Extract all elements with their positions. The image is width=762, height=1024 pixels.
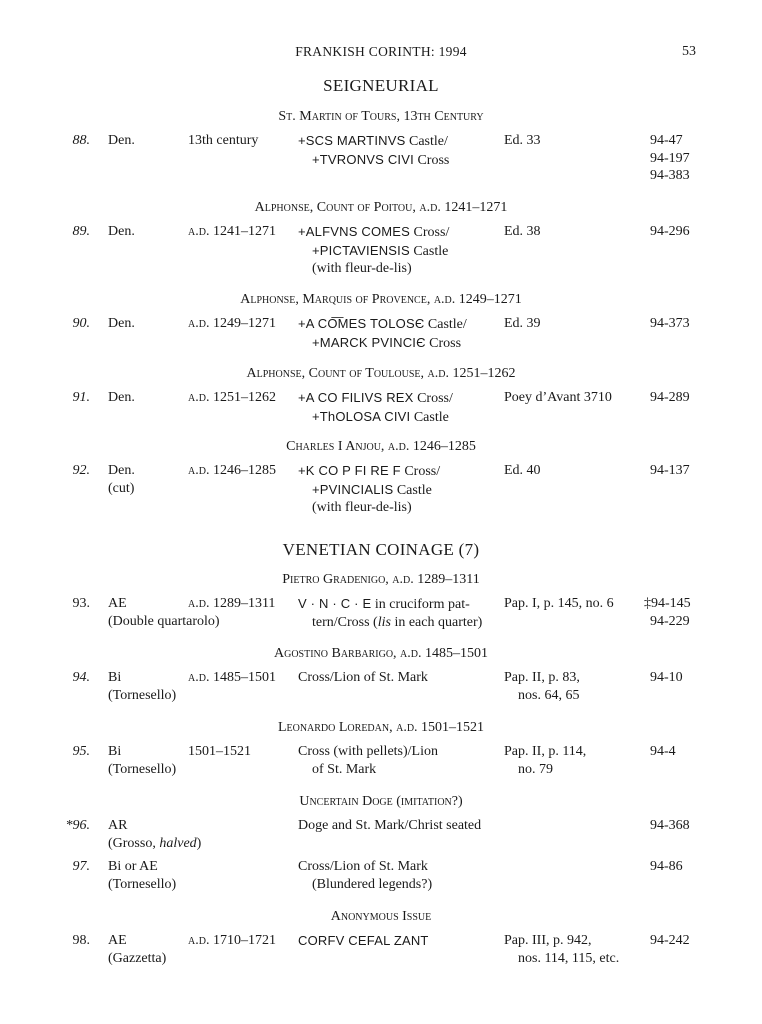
description: Cross/Lion of St. Mark (Blundered legends?) — [298, 859, 433, 892]
description: +K CO P FI RE F Cross/ +PVINCIALIS Castle (with fleur-de-lis) — [298, 463, 441, 515]
description: +ALFVNS COMES Cross/ +PICTAVIENSIS Castle (with fleur-de-lis) — [298, 224, 450, 276]
reference: Pap. II, p. 83, nos. 64, 65 — [504, 670, 580, 703]
entry-number: 94. — [72, 670, 90, 685]
reference: Poey d’Avant 3710 — [504, 390, 612, 405]
reference: Pap. II, p. 114, no. 79 — [504, 744, 587, 777]
subheading-alphonse-toulouse: Alphonse, Count of Toulouse, a.d. 1251–1262 — [246, 366, 516, 381]
entry-number: 97. — [72, 859, 90, 874]
denomination: Den. (cut) — [108, 463, 135, 496]
subheading-st-martin: St. Martin of Tours, 13th Century — [278, 109, 484, 124]
inventory-numbers: 94-373 — [650, 316, 690, 331]
date: a.d. 1251–1262 — [188, 390, 276, 405]
inventory-numbers: 94-137 — [650, 463, 690, 478]
subheading-leonardo: Leonardo Loredan, a.d. 1501–1521 — [277, 720, 485, 735]
inventory-numbers: 94-242 — [650, 933, 690, 948]
subheading-alphonse-poitou: Alphonse, Count of Poitou, a.d. 1241–1271 — [254, 200, 508, 215]
date: 1501–1521 — [188, 744, 251, 759]
subheading-pietro: Pietro Gradenigo, a.d. 1289–1311 — [282, 572, 480, 587]
entry-number: 90. — [72, 316, 90, 331]
inventory-numbers: 94-296 — [650, 224, 690, 239]
inventory-numbers: ‡94-145 94-229 — [644, 596, 691, 629]
entry-number: 88. — [72, 133, 90, 148]
date: a.d. 1289–1311 — [188, 596, 276, 611]
description: +SCS MARTINVS Castle/ +TVRONVS CIVI Cross — [298, 133, 450, 168]
description: +A CO͞MES TOLOSЄ Castle/ +MARCK PVINCIЄ Cross — [298, 316, 467, 351]
denomination: Bi (Tornesello) — [108, 670, 177, 703]
subheading-agostino: Agostino Barbarigo, a.d. 1485–1501 — [273, 646, 488, 661]
date: a.d. 1246–1285 — [188, 463, 276, 478]
date: a.d. 1485–1501 — [188, 670, 276, 685]
description: V · N · C · E in cruciform pat- tern/Cross (lis in each quarter) — [298, 596, 483, 630]
entry-number: 89. — [72, 224, 90, 239]
entry-number: 98. — [72, 933, 90, 948]
section-title-seigneurial: SEIGNEURIAL — [323, 76, 439, 95]
subheading-anonymous-issue: Anonymous Issue — [330, 909, 432, 924]
date: a.d. 1710–1721 — [188, 933, 276, 948]
denomination: AE (Double quartarolo) — [108, 596, 220, 629]
denomination: Den. — [108, 316, 135, 331]
subheading-charles-anjou: Charles I Anjou, a.d. 1246–1285 — [286, 439, 476, 454]
date: 13th century — [188, 133, 259, 148]
subheading-uncertain-doge: Uncertain Doge (imitation?) — [299, 794, 463, 809]
section-title-venetian: VENETIAN COINAGE (7) — [282, 540, 480, 559]
description: +A CO FILIVS REX Cross/ +ThOLOSA CIVI Castle — [298, 390, 453, 425]
denomination: Den. — [108, 390, 135, 405]
inventory-numbers: 94-10 — [650, 670, 683, 685]
reference: Pap. I, p. 145, no. 6 — [504, 596, 614, 611]
description: Cross (with pellets)/Lion of St. Mark — [298, 744, 438, 777]
entry-number: 92. — [72, 463, 90, 478]
inventory-numbers: 94-4 — [650, 744, 676, 759]
reference: Ed. 38 — [504, 224, 541, 239]
running-title: FRANKISH CORINTH: 1994 — [295, 44, 467, 59]
entry-number: 95. — [72, 744, 90, 759]
entry-number: 91. — [72, 390, 90, 405]
entry-number: *96. — [65, 818, 90, 833]
reference: Ed. 40 — [504, 463, 541, 478]
date: a.d. 1241–1271 — [188, 224, 276, 239]
page-number: 53 — [682, 44, 696, 59]
date: a.d. 1249–1271 — [188, 316, 276, 331]
inventory-numbers: 94-289 — [650, 390, 690, 405]
page-header — [0, 44, 762, 64]
reference: Ed. 39 — [504, 316, 541, 331]
denomination: AE (Gazzetta) — [108, 933, 167, 966]
entry-number: 93. — [72, 596, 90, 611]
denomination: Bi (Tornesello) — [108, 744, 177, 777]
denomination: AR (Grosso, halved) — [108, 818, 202, 851]
description: Cross/Lion of St. Mark — [298, 670, 428, 685]
inventory-numbers: 94-86 — [650, 859, 683, 874]
inventory-numbers: 94-47 94-197 94-383 — [650, 133, 690, 183]
reference: Ed. 33 — [504, 133, 541, 148]
denomination: Den. — [108, 224, 135, 239]
subheading-alphonse-provence: Alphonse, Marquis of Provence, a.d. 1249–1271 — [240, 292, 522, 307]
denomination: Bi or AE (Tornesello) — [108, 859, 177, 892]
description: Doge and St. Mark/Christ seated — [298, 818, 482, 833]
description: CORFV CEFAL ZANT — [298, 933, 429, 948]
denomination: Den. — [108, 133, 135, 148]
reference: Pap. III, p. 942, nos. 114, 115, etc. — [504, 933, 620, 966]
inventory-numbers: 94-368 — [650, 818, 690, 833]
